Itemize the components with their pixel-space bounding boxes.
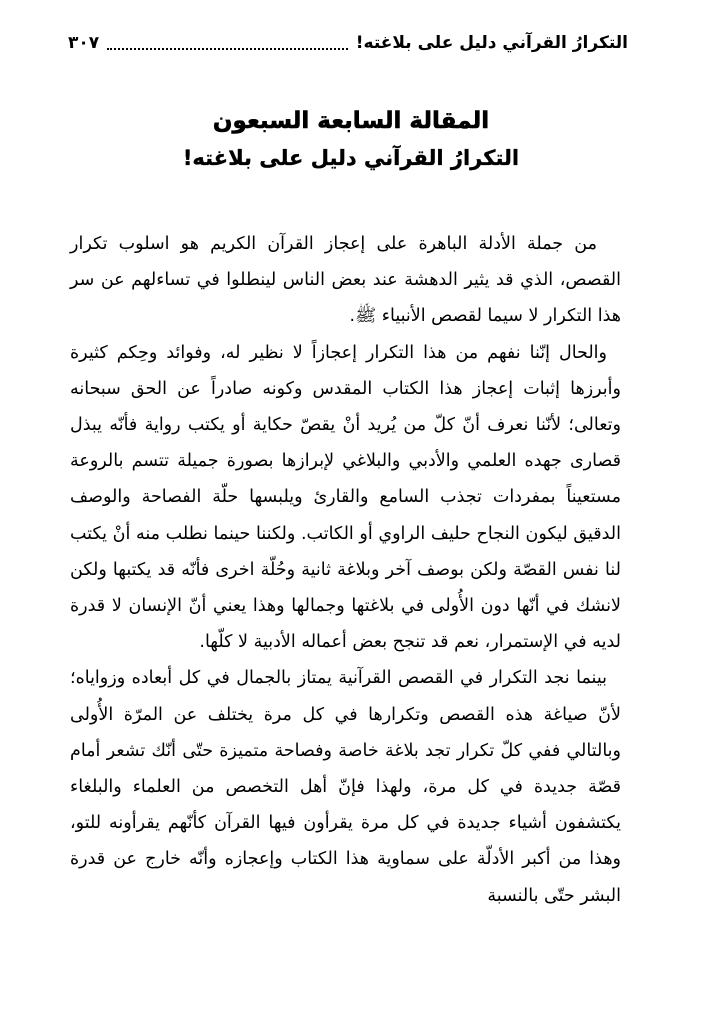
paragraph: والحال إنّنا نفهم من هذا التكرار إعجازاً لا نظير له، وفوائد وحِكم كثيرة وأبرزها إثبات إعجاز هذا الكتاب المقدس وكونه صادراً عن الحق سبحانه وتعالى؛ لأنّنا نعرف أنّ كلّ من يُريد أنْ يقصّ حكاية أو يكتب رواية فأنّه يبذل قصارى جهده العلمي والأدبي والبلاغي لإبرازها بصورة جميلة تتسم بالروعة مستعيناً بمفردات تجذب السامع والقارئ ويلبسها حلّة الفصاحة والوصف الدقيق ليكون النجاح حليف الراوي أو الكاتب. ولكننا حينما نطلب منه أنْ يكتب لنا نفس القصّة ولكن بوصف آخر وبلاغة ثانية وحُلّة اخرى فأنّه قد يكتبها ولكن لانشك في أنّها دون الأُولى في بلاغتها وجمالها وهذا يعني أنّ الإنسان لا قدرة لديه في الإستمرار، نعم قد تنجح بعض أعماله الأدبية لا كلّها.	[70, 342, 621, 653]
paragraph: بينما نجد التكرار في القصص القرآنية يمتاز بالجمال في كل أبعاده وزواياه؛ لأنّ صياغة هذه القصص وتكرارها في كل مرة يختلف عن المرّة الأُولى وبالتالي ففي كلّ تكرار تجد بلاغة خاصة وفصاحة متميزة حتّى أنّك تشعر أمام قصّة جديدة في كل مرة، ولهذا فإنّ أهل التخصص من العلماء والبلغاء يكتشفون أشياء جديدة في كل مرة يقرأون فيها القرآن كأنّهم يقرأونه للتو، وهذا من أكبر الأدلّة على سماوية هذا الكتاب وإعجازه وأنّه خارج عن قدرة البشر حتّى بالنسبة	[70, 668, 621, 906]
leader-dots	[107, 48, 348, 50]
running-header-title: التكرارُ القرآني دليل على بلاغته!	[355, 33, 628, 53]
page-number: ٣٠٧	[68, 33, 100, 53]
running-header	[68, 28, 628, 58]
paragraph: من جملة الأدلة الباهرة على إعجاز القرآن الكريم هو اسلوب تكرار القصص، الذي قد يثير الدهشة عند بعض الناس لينطلوا في تساءلهم عن سر هذا التكرار لا سيما لقصص الأنبياء ﷺ.	[70, 234, 621, 327]
chapter-title: المقالة السابعة السبعون	[212, 108, 490, 134]
body-text	[70, 226, 621, 914]
chapter-subtitle: التكرارُ القرآني دليل على بلاغته!	[182, 146, 520, 170]
